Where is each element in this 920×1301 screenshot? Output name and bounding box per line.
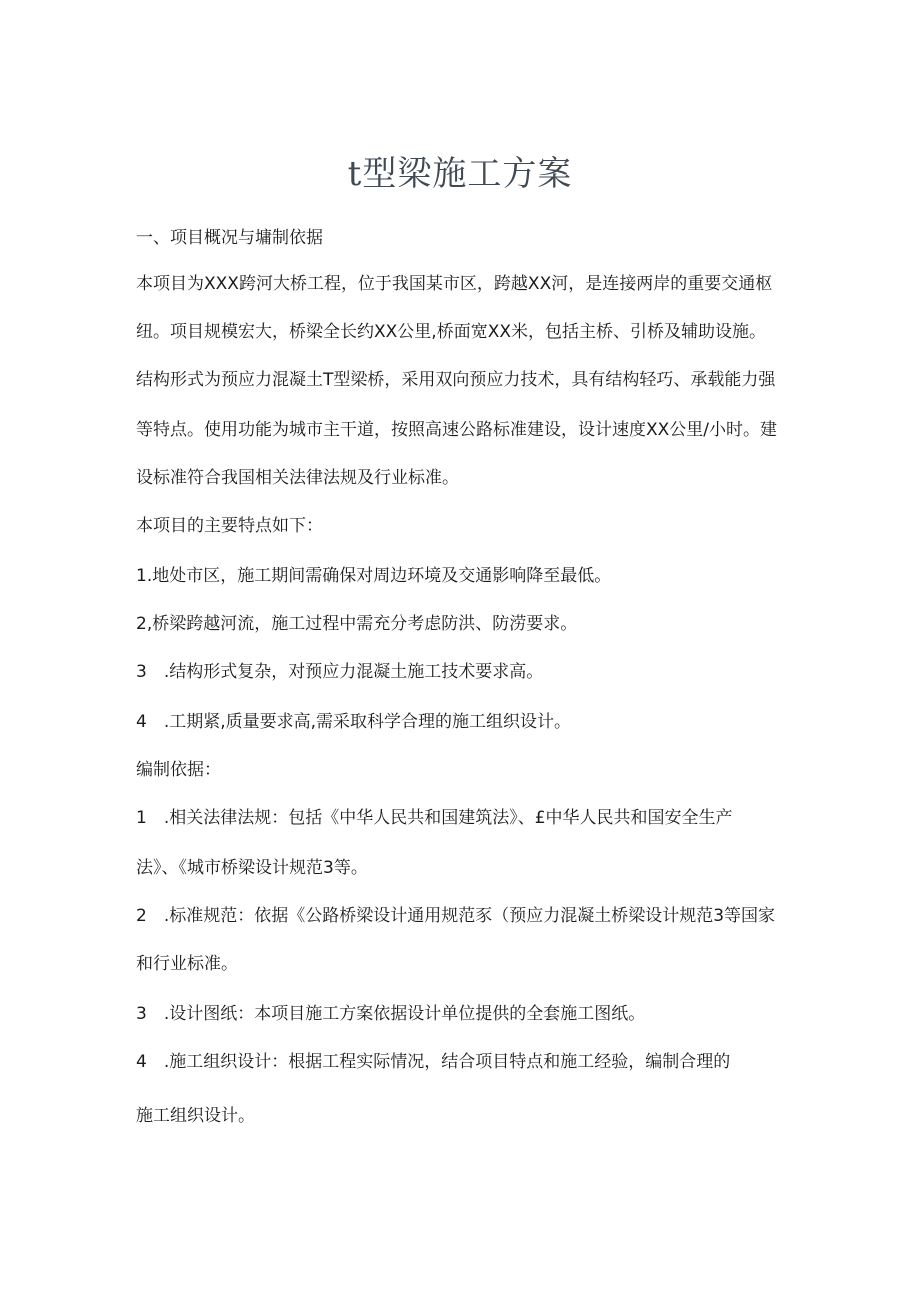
list-item: 1 .相关法律法规：包括《中华人民共和国建筑法》、£中华人民共和国安全生产 — [136, 808, 733, 828]
list-item: 2,桥梁跨越河流，施工过程中需充分考虑防洪、防涝要求。 — [136, 614, 578, 634]
list-item-continuation: 和行业标准。 — [136, 954, 238, 974]
paragraph-line: 结构形式为预应力混凝土T型梁桥，采用双向预应力技术，具有结构轻巧、承载能力强 — [136, 370, 776, 390]
paragraph-line: 等特点。使用功能为城市主干道，按照高速公路标准建设，设计速度XX公里/小时。建 — [136, 420, 778, 440]
list-item: 1.地处市区，施工期间需确保对周边环境及交通影响降至最低。 — [136, 566, 612, 586]
paragraph-line: 纽。项目规模宏大，桥梁全长约XX公里,桥面宽XX米，包括主桥、引桥及辅助设施。 — [136, 322, 766, 342]
document-title: t型梁施工方案 — [347, 154, 573, 194]
section-heading: 一、项目概况与墉制依据 — [136, 228, 323, 248]
list-item-continuation: 法》、《城市桥梁设计规范3等。 — [136, 858, 368, 878]
paragraph-line: 本项目的主要特点如下： — [136, 516, 323, 536]
list-item: 2 .标准规范：依据《公路桥梁设计通用规范豕（预应力混凝土桥梁设计规范3等国家 — [136, 906, 776, 926]
list-item: 4 .工期紧,质量要求高,需采取科学合理的施工组织设计。 — [136, 712, 572, 732]
subheading: 编制依据： — [136, 760, 221, 780]
list-item: 4 .施工组织设计：根据工程实际情况，结合项目特点和施工经验，编制合理的 — [136, 1052, 731, 1072]
list-item: 3 .设计图纸：本项目施工方案依据设计单位提供的全套施工图纸。 — [136, 1004, 646, 1024]
list-item-continuation: 施工组织设计。 — [136, 1106, 255, 1126]
list-item: 3 .结构形式复杂，对预应力混凝土施工技术要求高。 — [136, 662, 544, 682]
paragraph-line: 本项目为XXX跨河大桥工程，位于我国某市区，跨越XX河，是连接两岸的重要交通枢 — [136, 274, 773, 294]
paragraph-line: 设标准符合我国相关法律法规及行业标准。 — [136, 468, 459, 488]
